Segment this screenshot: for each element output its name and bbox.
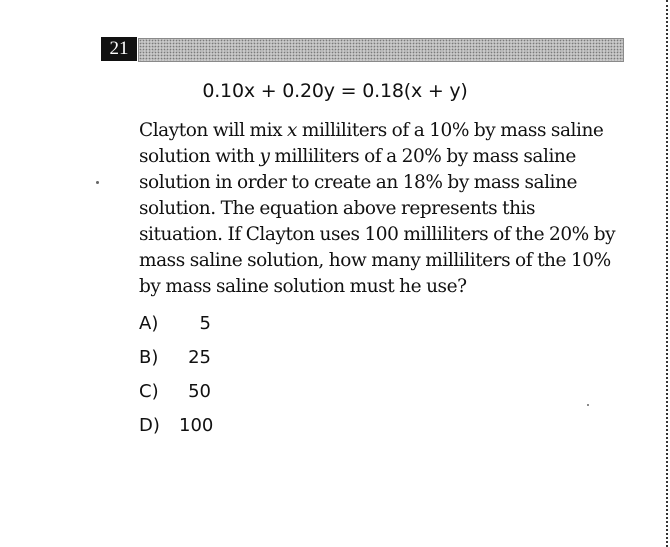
answer-choices [139, 313, 214, 449]
choice-a[interactable] [139, 313, 211, 347]
choice-value: 25 [188, 347, 211, 368]
question-prompt [139, 118, 631, 300]
scan-speck [96, 181, 99, 184]
choice-value: 5 [199, 313, 211, 334]
question-number: 21 [101, 37, 137, 61]
choice-letter: D) [139, 415, 160, 436]
prompt-line: solution in order to create an 18% by mass saline [139, 172, 577, 193]
prompt-line: solution with y milliliters of a 20% by mass saline [139, 146, 576, 167]
choice-value: 50 [188, 381, 211, 402]
prompt-line: situation. If Clayton uses 100 milliliters of the 20% by [139, 224, 616, 245]
scan-speck [587, 404, 589, 406]
choice-letter: A) [139, 313, 159, 334]
prompt-line: mass saline solution, how many milliliters of the 10% [139, 250, 611, 271]
prompt-line: solution. The equation above represents this [139, 198, 536, 219]
choice-value: 100 [179, 415, 214, 436]
choice-letter: B) [139, 347, 159, 368]
question-header-bar [138, 38, 624, 62]
choice-c[interactable] [139, 381, 211, 415]
choice-d[interactable] [139, 415, 214, 449]
choice-letter: C) [139, 381, 159, 402]
choice-b[interactable] [139, 347, 211, 381]
prompt-line: Clayton will mix x milliliters of a 10% by mass saline [139, 120, 604, 141]
equation: 0.10x + 0.20y = 0.18(x + y) [202, 80, 468, 102]
prompt-line: by mass saline solution must he use? [139, 276, 467, 297]
